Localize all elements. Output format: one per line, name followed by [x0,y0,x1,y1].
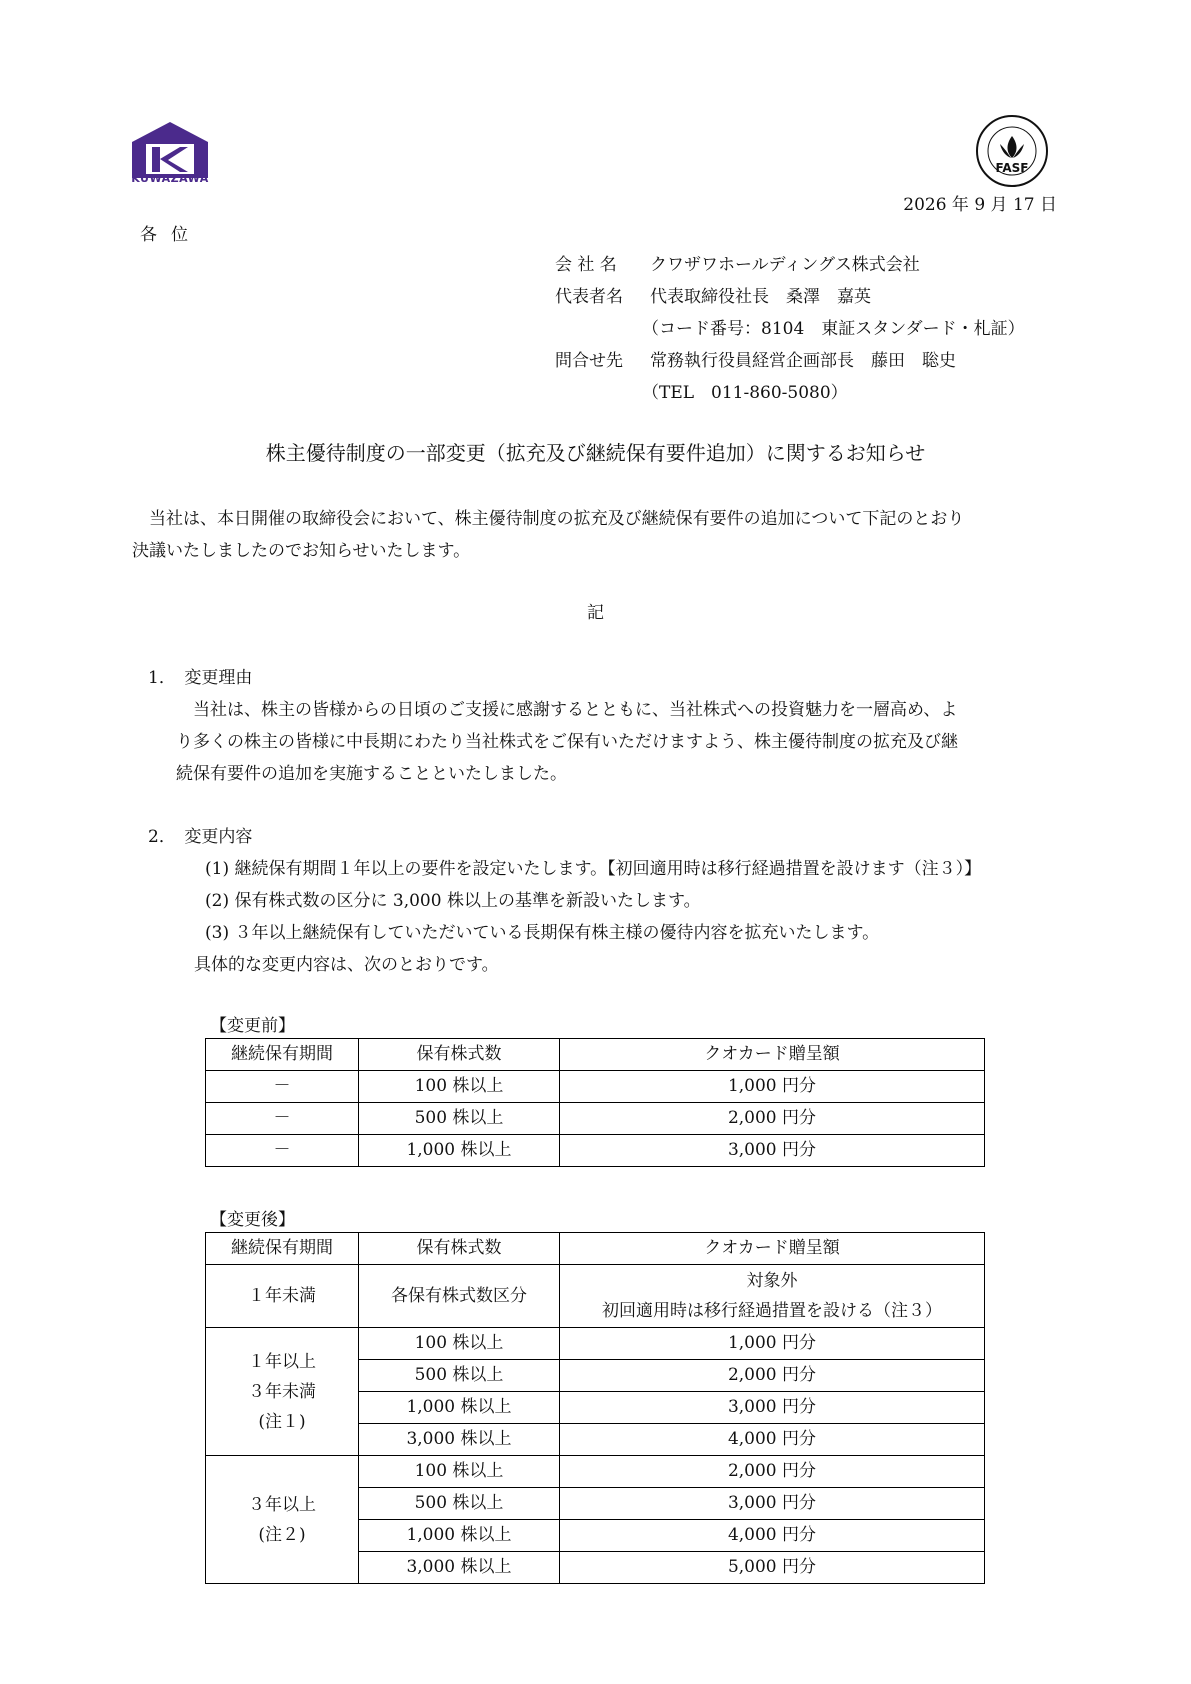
period-line: １年以上 [248,1351,316,1372]
cell-amount [560,1265,985,1328]
section2-item-2: (2) 保有株式数の区分に 3,000 株以上の基準を新設いたします。 [205,891,701,911]
section2-heading: 2． 変更内容 [148,827,253,847]
cell-shares: 1,000 株以上 [359,1135,560,1167]
period-line: (注１) [258,1411,306,1432]
info-value-tel: （TEL 011-860-5080） [642,383,848,403]
table-row [206,1071,985,1103]
cell-shares: 100 株以上 [359,1328,560,1360]
cell-shares: 500 株以上 [359,1103,560,1135]
cell-shares: 1,000 株以上 [359,1520,560,1552]
cell-amount: 3,000 円分 [560,1488,985,1520]
cell-period-group1 [206,1328,359,1456]
info-label-company: 会 社 名 [555,255,617,275]
cell-amount: 5,000 円分 [560,1552,985,1584]
cell-amount: 4,000 円分 [560,1424,985,1456]
cell-amount: 1,000 円分 [560,1071,985,1103]
logo-text: KUWAZAWA [131,172,209,185]
cell-shares: 500 株以上 [359,1488,560,1520]
cell-shares: 100 株以上 [359,1456,560,1488]
intro-line-1: 当社は、本日開催の取締役会において、株主優待制度の拡充及び継続保有要件の追加について下記のとおり [132,509,965,529]
table-row [206,1265,985,1328]
period-line: (注２) [258,1524,306,1545]
cell-shares: 各保有株式数区分 [359,1265,560,1328]
cell-amount: 2,000 円分 [560,1360,985,1392]
info-value-contact: 常務執行役員経営企画部長 藤田 聡史 [650,351,956,371]
cell-amount: 4,000 円分 [560,1520,985,1552]
table-header-row [206,1039,985,1071]
cell-shares: 500 株以上 [359,1360,560,1392]
info-label-contact: 問合せ先 [555,351,623,371]
table-before [205,1038,985,1167]
header-amount: クオカード贈呈額 [560,1233,985,1265]
header-period: 継続保有期間 [206,1233,359,1265]
table-row [206,1135,985,1167]
info-value-representative: 代表取締役社長 桑澤 嘉英 [650,287,871,307]
cell-shares: 1,000 株以上 [359,1392,560,1424]
info-label-representative: 代表者名 [555,287,623,307]
cell-period: － [206,1135,359,1167]
release-date: 2026 年 9 月 17 日 [903,195,1057,215]
table-after [205,1232,985,1584]
section2-note: 具体的な変更内容は、次のとおりです。 [194,955,499,975]
header-period: 継続保有期間 [206,1039,359,1071]
cell-amount: 2,000 円分 [560,1456,985,1488]
amount-line-1: 対象外 [746,1271,798,1291]
table-before-label: 【変更前】 [210,1016,295,1036]
section2-item-3: (3) ３年以上継続保有していただいている長期保有株主様の優待内容を拡充いたします。 [205,923,880,943]
cell-shares: 3,000 株以上 [359,1424,560,1456]
header-shares: 保有株式数 [359,1039,560,1071]
cell-amount: 2,000 円分 [560,1103,985,1135]
section1-heading: 1． 変更理由 [148,668,253,688]
cell-amount: 1,000 円分 [560,1328,985,1360]
fasf-seal [975,114,1049,188]
cell-period: － [206,1103,359,1135]
cell-period-group2 [206,1456,359,1584]
period-line: ３年未満 [248,1381,316,1402]
amount-line-2: 初回適用時は移行経過措置を設ける（注３） [602,1301,942,1321]
addressee: 各位 [140,225,202,245]
header-shares: 保有株式数 [359,1233,560,1265]
table-row [206,1328,985,1360]
table-header-row [206,1233,985,1265]
cell-amount: 3,000 円分 [560,1392,985,1424]
intro-line-2: 決議いたしましたのでお知らせいたします。 [132,541,471,561]
table-row [206,1456,985,1488]
header-amount: クオカード贈呈額 [560,1039,985,1071]
document-title: 株主優待制度の一部変更（拡充及び継続保有要件追加）に関するお知らせ [265,441,926,465]
info-value-code: （コード番号：8104 東証スタンダード・札証） [642,319,1025,339]
section2-item-1: (1) 継続保有期間１年以上の要件を設定いたします。【初回適用時は移行経過措置を設けます（注３）】 [205,859,982,879]
period-line: ３年以上 [248,1494,316,1515]
cell-period: － [206,1071,359,1103]
section1-line-1: 当社は、株主の皆様からの日頃のご支援に感謝するとともに、当社株式への投資魅力を一層高め、よ [176,700,958,720]
section1-line-3: 続保有要件の追加を実施することといたしました。 [176,764,567,784]
table-row [206,1103,985,1135]
cell-amount: 3,000 円分 [560,1135,985,1167]
cell-period: １年未満 [206,1265,359,1328]
seal-text: FASF [995,161,1029,175]
cell-shares: 100 株以上 [359,1071,560,1103]
info-value-company: クワザワホールディングス株式会社 [650,255,920,275]
cell-shares: 3,000 株以上 [359,1552,560,1584]
section1-line-2: り多くの株主の皆様に中長期にわたり当社株式をご保有いただけますよう、株主優待制度の拡充及び継 [176,732,958,752]
table-after-label: 【変更後】 [210,1210,295,1230]
ki-heading: 記 [587,603,604,623]
